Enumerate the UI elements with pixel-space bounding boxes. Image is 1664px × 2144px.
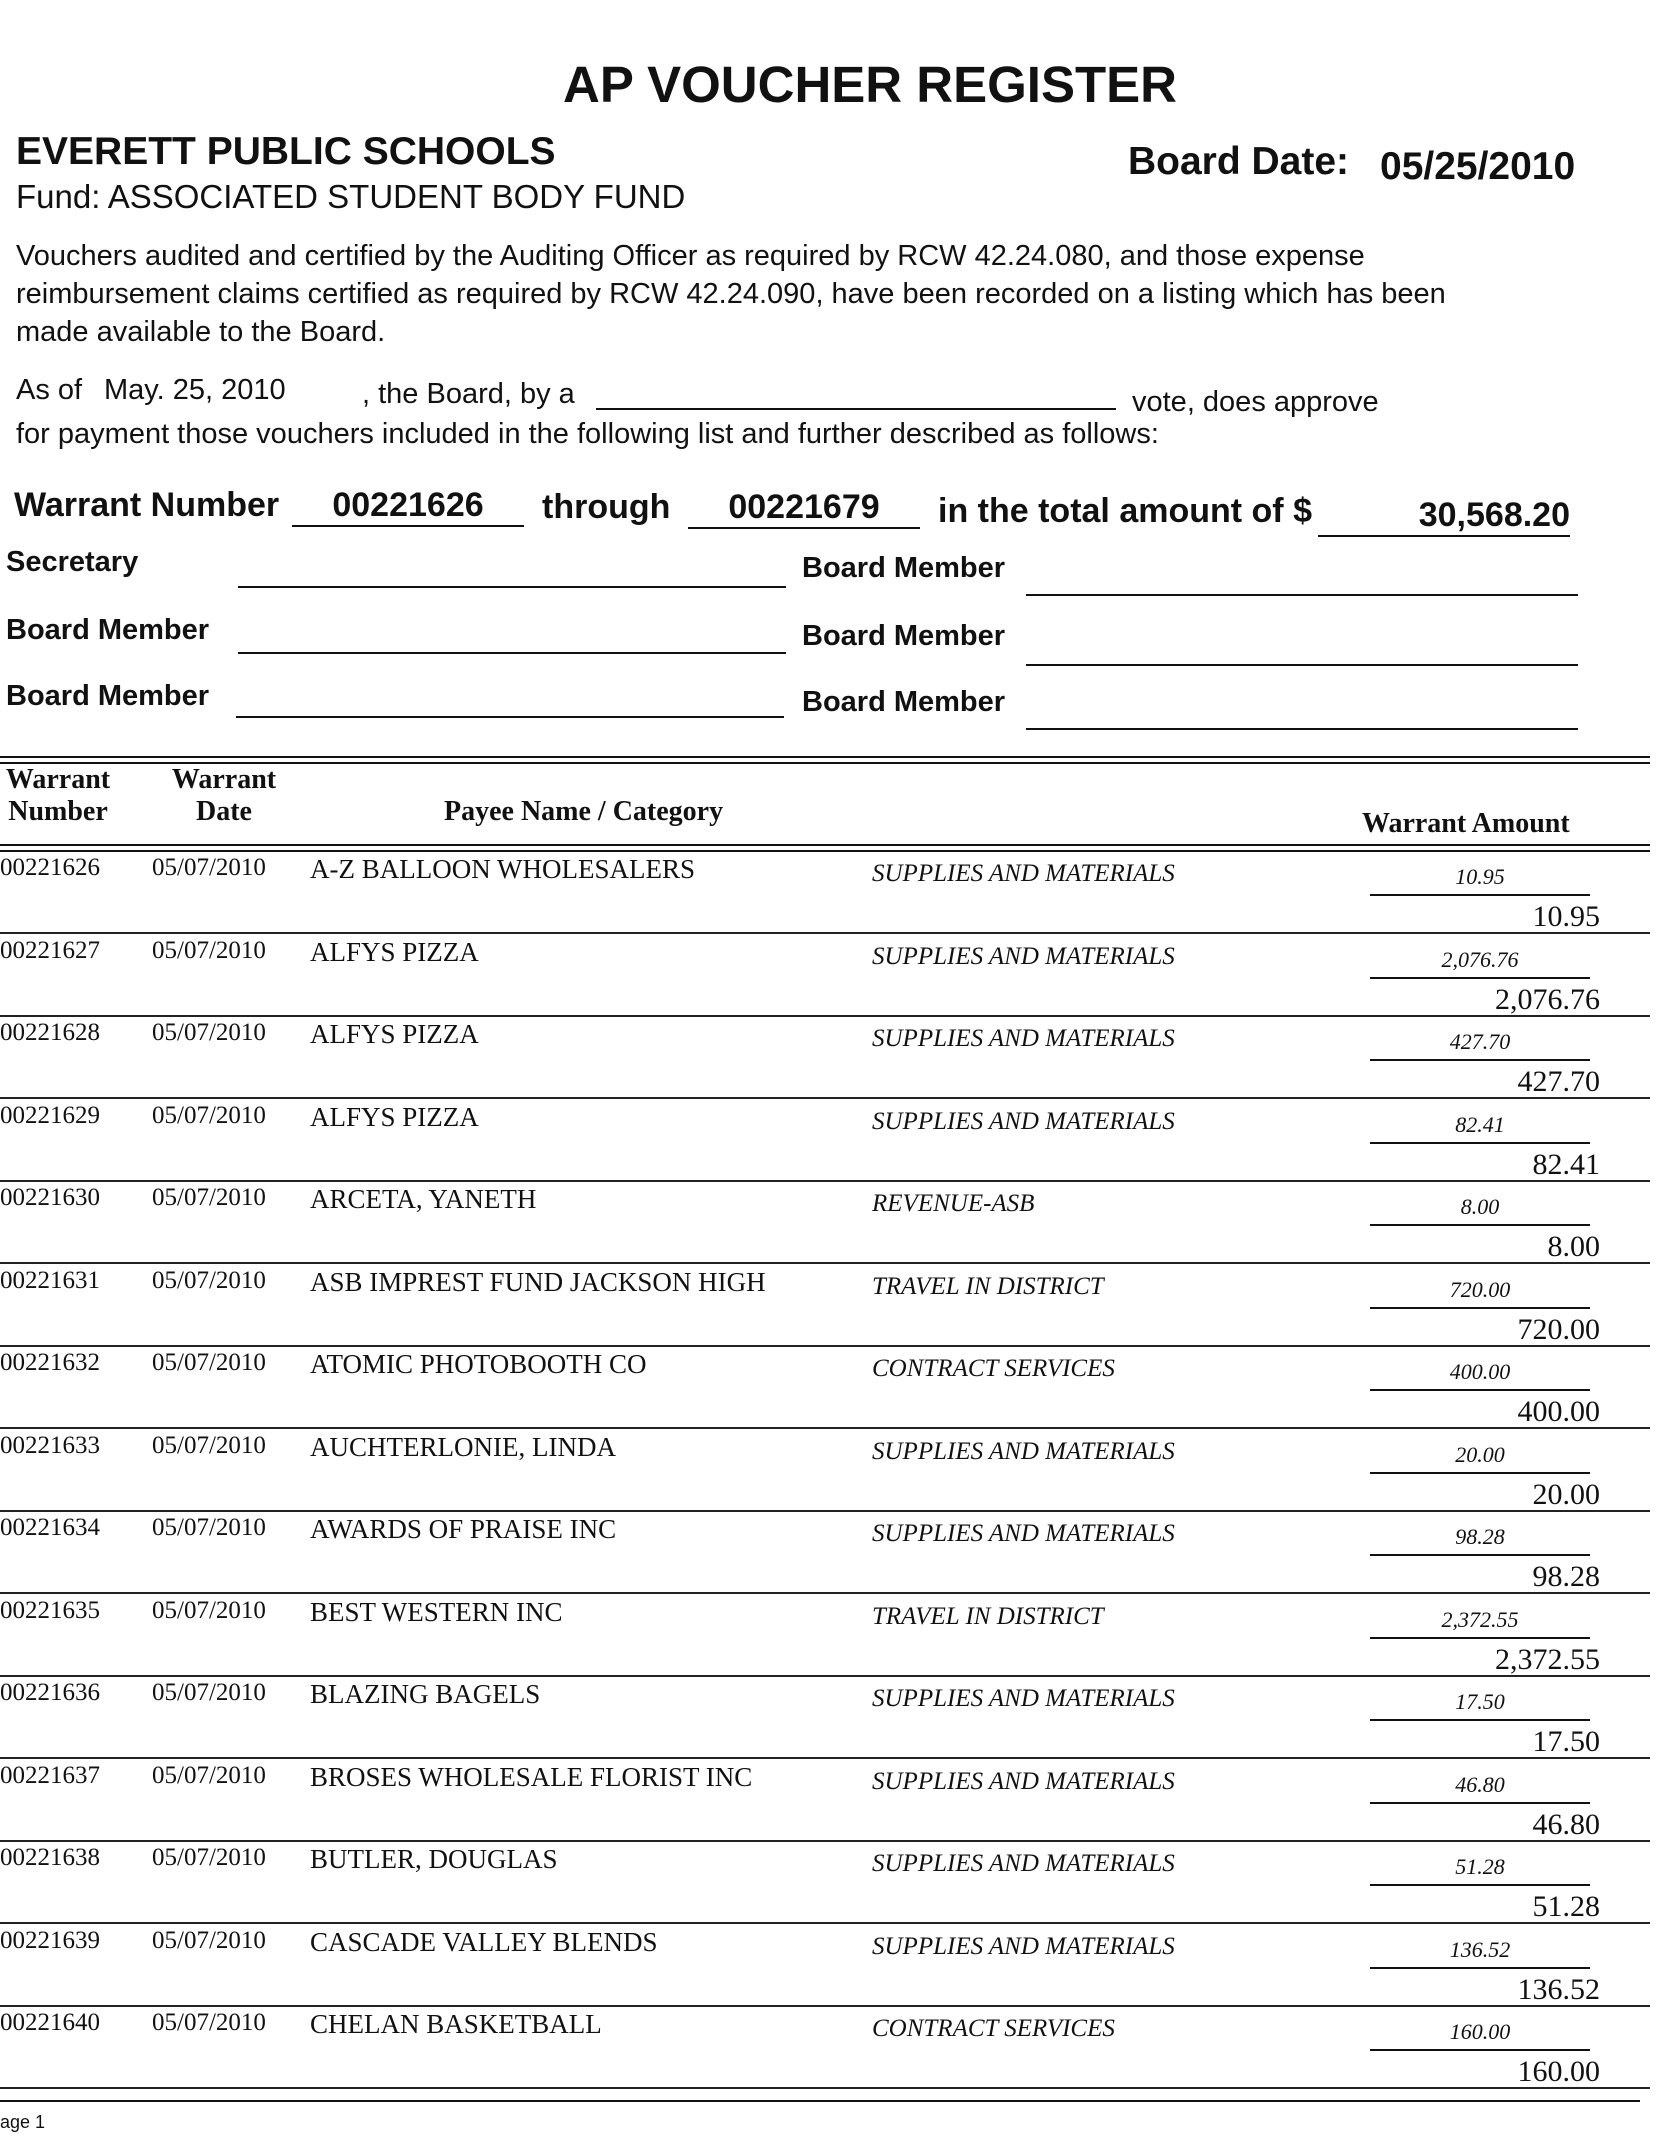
warrant-from: 00221626: [292, 486, 524, 527]
total-amount: 30,568.20: [1318, 496, 1570, 537]
payee-name: A-Z BALLOON WHOLESALERS: [310, 854, 695, 884]
board-member-signature-line: [236, 716, 784, 718]
warrant-number: 00221626: [0, 854, 100, 881]
warrant-number: 00221633: [0, 1431, 100, 1459]
certification-line-2: reimbursement claims certified as required by RCW 42.24.090, have been recorded on a listing which has been: [16, 278, 1446, 310]
payee-name: ASB IMPREST FUND JACKSON HIGH: [310, 1266, 766, 1297]
total-amount-label: in the total amount of $: [938, 492, 1312, 530]
line-amount: 82.41: [1370, 1112, 1590, 1144]
warrant-date: 05/07/2010: [152, 854, 266, 881]
payee-name: ALFYS PIZZA: [310, 1019, 479, 1049]
payee-name: BUTLER, DOUGLAS: [310, 1844, 558, 1874]
vote-text: vote, does approve: [1132, 386, 1379, 418]
warrant-date: 05/07/2010: [152, 2009, 266, 2036]
warrant-amount: 2,372.55: [1495, 1642, 1600, 1676]
board-member-signature-line: [1026, 594, 1578, 596]
table-row: [0, 1512, 1664, 1594]
line-amount: 2,076.76: [1370, 947, 1590, 979]
warrant-amount: 2,076.76: [1495, 982, 1600, 1016]
board-member-label: Board Member: [6, 680, 210, 712]
board-member-signature-line: [1026, 664, 1578, 666]
warrant-date: 05/07/2010: [152, 1514, 266, 1541]
through-label: through: [542, 488, 671, 526]
warrant-number: 00221634: [0, 1514, 100, 1541]
payee-name: CHELAN BASKETBALL: [310, 2009, 602, 2039]
line-amount: 720.00: [1370, 1277, 1590, 1309]
secretary-label: Secretary: [6, 546, 139, 578]
payee-name: AUCHTERLONIE, LINDA: [310, 1431, 616, 1462]
warrant-date: 05/07/2010: [152, 1926, 266, 1954]
board-member-signature-line: [238, 652, 786, 654]
board-member-label: Board Member: [802, 552, 1006, 584]
line-amount: 17.50: [1370, 1689, 1590, 1721]
warrant-date: 05/07/2010: [152, 1101, 266, 1129]
table-row: [0, 1100, 1664, 1182]
secretary-signature-line: [238, 586, 786, 588]
row-divider: [0, 2087, 1650, 2089]
board-date: 05/25/2010: [1380, 145, 1576, 188]
board-by-text: , the Board, by a: [362, 378, 575, 410]
warrant-amount: 46.80: [1532, 1807, 1600, 1841]
warrant-amount: 136.52: [1517, 1972, 1600, 2006]
board-member-label: Board Member: [802, 620, 1006, 652]
warrant-number: 00221631: [0, 1266, 100, 1294]
line-amount: 10.95: [1370, 864, 1590, 896]
table-row: [0, 1017, 1664, 1099]
line-amount: 2,372.55: [1370, 1607, 1590, 1639]
warrant-amount: 400.00: [1517, 1395, 1600, 1428]
payee-name: ARCETA, YANETH: [310, 1184, 537, 1214]
certification-line-5: for payment those vouchers included in the following list and further described as follows:: [16, 418, 1159, 450]
payee-name: AWARDS OF PRAISE INC: [310, 1514, 617, 1544]
warrant-date: 05/07/2010: [152, 1679, 266, 1706]
warrant-amount: 10.95: [1532, 900, 1600, 933]
table-row: [0, 1760, 1664, 1842]
warrant-number: 00221632: [0, 1349, 100, 1376]
warrant-number: 00221635: [0, 1596, 100, 1624]
warrant-number-label: Warrant Number: [14, 486, 280, 524]
warrant-date: 05/07/2010: [152, 1019, 266, 1046]
table-row: [0, 1430, 1664, 1512]
payee-category: TRAVEL IN DISTRICT: [872, 1272, 1104, 1300]
payee-category: SUPPLIES AND MATERIALS: [872, 1025, 1175, 1052]
as-of-date: May. 25, 2010: [104, 374, 286, 406]
warrant-date: 05/07/2010: [152, 1761, 266, 1789]
header-text: Number: [8, 796, 108, 827]
warrant-date: 05/07/2010: [152, 1184, 266, 1211]
line-amount: 427.70: [1370, 1029, 1590, 1061]
table-row: [0, 1265, 1664, 1347]
payee-category: REVENUE-ASB: [872, 1190, 1035, 1217]
warrant-amount: 51.28: [1532, 1890, 1600, 1923]
warrant-date: 05/07/2010: [152, 1844, 266, 1871]
vote-blank: [596, 408, 1116, 410]
line-amount: 160.00: [1370, 2019, 1590, 2051]
warrant-date: 05/07/2010: [152, 936, 266, 964]
column-header-amount: Warrant Amount: [1362, 808, 1570, 839]
payee-category: SUPPLIES AND MATERIALS: [872, 1520, 1175, 1547]
payee-name: BROSES WHOLESALE FLORIST INC: [310, 1761, 753, 1792]
line-amount: 51.28: [1370, 1854, 1590, 1886]
payee-category: SUPPLIES AND MATERIALS: [872, 1685, 1175, 1712]
warrant-amount: 17.50: [1532, 1725, 1600, 1758]
payee-name: ALFYS PIZZA: [310, 1101, 479, 1132]
warrant-date: 05/07/2010: [152, 1596, 266, 1624]
payee-category: SUPPLIES AND MATERIALS: [872, 1437, 1175, 1465]
table-row: [0, 1925, 1664, 2007]
as-of-label: As of: [16, 374, 83, 406]
column-header-payee: Payee Name / Category: [444, 796, 724, 827]
warrant-number: 00221630: [0, 1184, 100, 1211]
warrant-amount: 427.70: [1517, 1065, 1600, 1098]
header-top-rule: [0, 756, 1650, 758]
board-member-label: Board Member: [802, 686, 1006, 718]
warrant-amount: 720.00: [1517, 1312, 1600, 1346]
warrant-number: 00221628: [0, 1019, 100, 1046]
payee-category: CONTRACT SERVICES: [872, 1355, 1115, 1382]
warrant-to: 00221679: [688, 488, 920, 529]
table-row: [0, 1347, 1664, 1429]
warrant-number: 00221629: [0, 1101, 100, 1129]
certification-line-1: Vouchers audited and certified by the Auditing Officer as required by RCW 42.24.080, and those expense: [16, 240, 1365, 272]
payee-category: SUPPLIES AND MATERIALS: [872, 1767, 1175, 1795]
payee-name: ALFYS PIZZA: [310, 936, 479, 967]
payee-category: TRAVEL IN DISTRICT: [872, 1602, 1104, 1630]
table-row: [0, 935, 1664, 1017]
payee-name: BEST WESTERN INC: [310, 1596, 563, 1627]
header-text: Warrant: [5, 764, 111, 795]
table-row: [0, 1182, 1664, 1264]
line-amount: 46.80: [1370, 1772, 1590, 1804]
payee-category: SUPPLIES AND MATERIALS: [872, 1932, 1175, 1960]
warrant-number: 00221639: [0, 1926, 100, 1954]
warrant-number: 00221637: [0, 1761, 100, 1789]
board-member-signature-line: [1026, 728, 1578, 730]
header-bottom-rule: [0, 844, 1650, 846]
page-number: age 1: [0, 2112, 46, 2132]
certification-line-3: made available to the Board.: [16, 316, 386, 348]
warrant-amount: 98.28: [1532, 1560, 1600, 1593]
warrant-amount: 160.00: [1517, 2055, 1600, 2088]
warrant-date: 05/07/2010: [152, 1431, 266, 1459]
payee-category: CONTRACT SERVICES: [872, 2015, 1115, 2042]
footer-rule: [0, 2100, 1640, 2102]
payee-name: ATOMIC PHOTOBOOTH CO: [310, 1349, 647, 1379]
warrant-number: 00221640: [0, 2009, 100, 2036]
warrant-amount: 8.00: [1547, 1230, 1600, 1263]
payee-category: SUPPLIES AND MATERIALS: [872, 1850, 1175, 1877]
table-row: [0, 1595, 1664, 1677]
district-name: EVERETT PUBLIC SCHOOLS: [16, 130, 556, 173]
warrant-number: 00221638: [0, 1844, 100, 1871]
payee-name: CASCADE VALLEY BLENDS: [310, 1926, 658, 1957]
line-amount: 8.00: [1370, 1194, 1590, 1226]
line-amount: 20.00: [1370, 1442, 1590, 1474]
warrant-number: 00221636: [0, 1679, 100, 1706]
warrant-date: 05/07/2010: [152, 1349, 266, 1376]
table-row: [0, 852, 1664, 934]
payee-category: SUPPLIES AND MATERIALS: [872, 942, 1175, 970]
board-date-label: Board Date:: [1128, 140, 1350, 183]
warrant-number: 00221627: [0, 936, 100, 964]
payee-category: SUPPLIES AND MATERIALS: [872, 1107, 1175, 1135]
column-header-warrant-number: [2, 764, 114, 828]
fund-name: Fund: ASSOCIATED STUDENT BODY FUND: [16, 178, 686, 215]
payee-category: SUPPLIES AND MATERIALS: [872, 860, 1175, 887]
line-amount: 136.52: [1370, 1937, 1590, 1969]
payee-name: BLAZING BAGELS: [310, 1679, 541, 1709]
warrant-amount: 82.41: [1532, 1147, 1600, 1181]
warrant-amount: 20.00: [1532, 1477, 1600, 1511]
line-amount: 400.00: [1370, 1359, 1590, 1391]
table-row: [0, 1677, 1664, 1759]
header-text: Date: [196, 796, 252, 827]
table-row: [0, 1842, 1664, 1924]
table-row: [0, 2007, 1664, 2089]
warrant-date: 05/07/2010: [152, 1266, 266, 1294]
page-title: AP VOUCHER REGISTER: [563, 56, 1177, 113]
board-member-label: Board Member: [6, 614, 210, 646]
column-header-warrant-date: [164, 764, 284, 828]
header-text: Warrant: [171, 764, 277, 795]
line-amount: 98.28: [1370, 1524, 1590, 1556]
